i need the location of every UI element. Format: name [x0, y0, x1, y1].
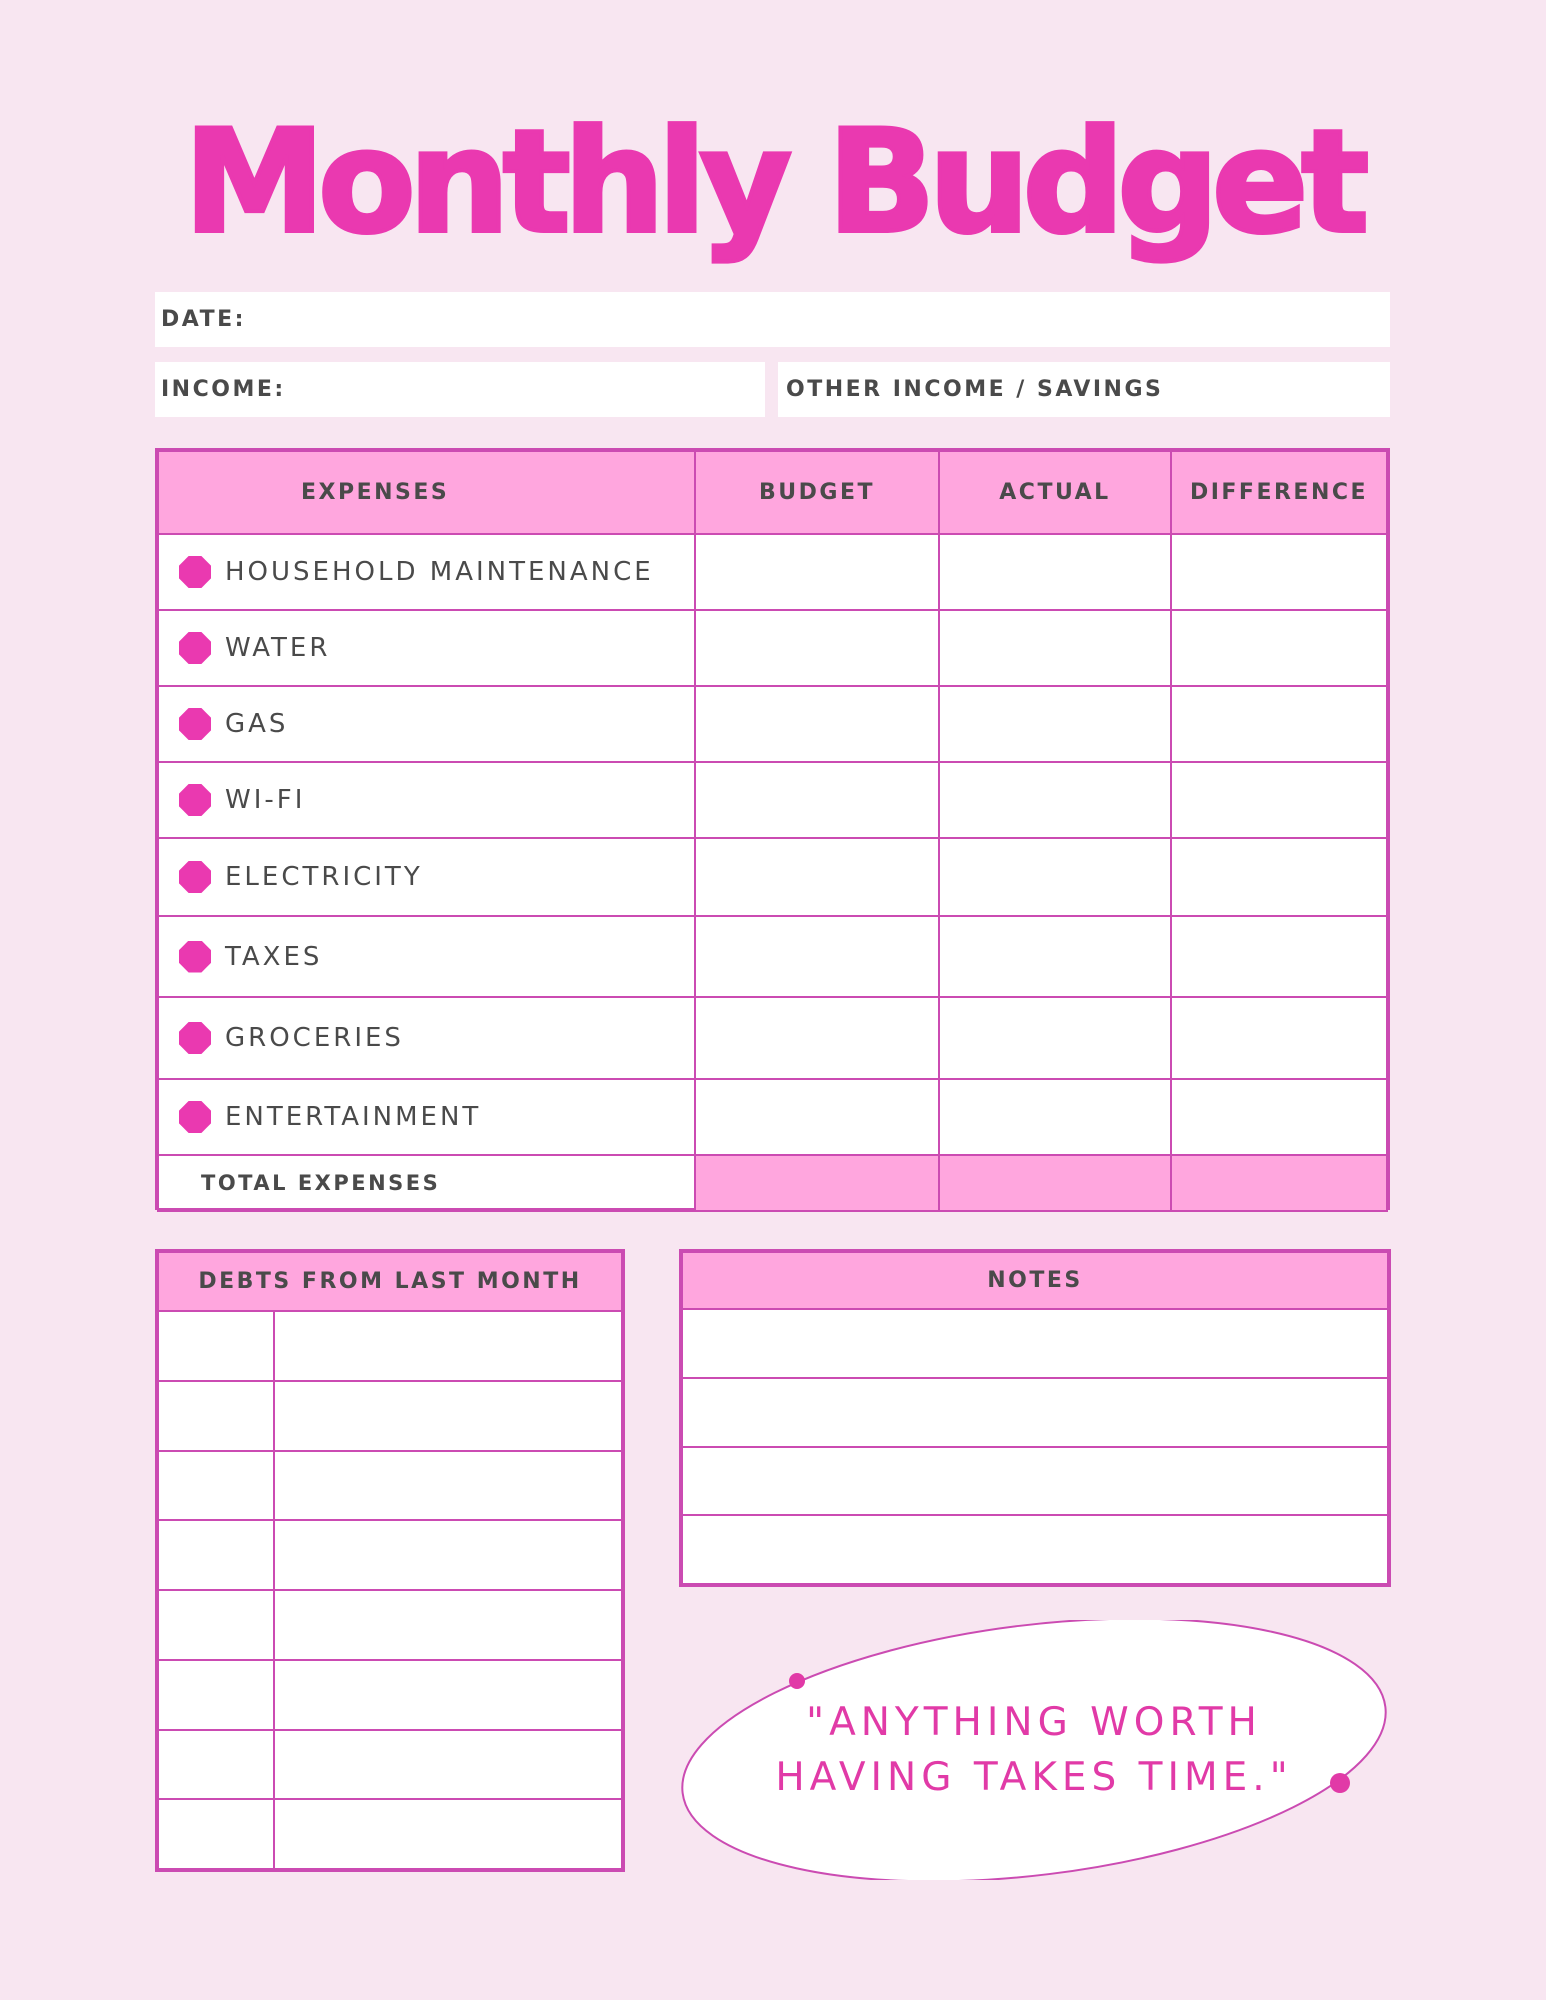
difference-header: DIFFERENCE: [1171, 451, 1387, 534]
debt-amount-cell[interactable]: [158, 1730, 274, 1800]
expense-row: [158, 1079, 1387, 1155]
quote-line-2: HAVING TAKES TIME.": [775, 1755, 1293, 1800]
budget-cell[interactable]: [695, 610, 939, 686]
debt-amount-cell[interactable]: [158, 1660, 274, 1730]
quote-line-1: "ANYTHING WORTH: [806, 1700, 1262, 1745]
debt-description-cell[interactable]: [274, 1451, 622, 1521]
actual-cell[interactable]: [939, 610, 1171, 686]
notes-header: NOTES: [682, 1252, 1388, 1309]
notes-table: [679, 1249, 1391, 1587]
expense-label: ELECTRICITY: [225, 862, 423, 892]
expense-label: TAXES: [225, 941, 323, 972]
debt-description-cell[interactable]: [274, 1520, 622, 1590]
difference-cell[interactable]: [1171, 1079, 1387, 1155]
expense-row: [158, 762, 1387, 838]
octagon-bullet-icon: [179, 632, 211, 664]
octagon-bullet-icon: [179, 1101, 211, 1133]
total-row: [158, 1155, 1387, 1211]
notes-row[interactable]: [682, 1378, 1388, 1447]
total-actual-cell[interactable]: [939, 1155, 1171, 1211]
actual-header: ACTUAL: [939, 451, 1171, 534]
total-expenses-label: TOTAL EXPENSES: [158, 1155, 695, 1211]
octagon-bullet-icon: [179, 556, 211, 588]
expense-label: WI-FI: [225, 785, 306, 815]
debt-amount-cell[interactable]: [158, 1451, 274, 1521]
debt-amount-cell[interactable]: [158, 1381, 274, 1451]
debt-description-cell[interactable]: [274, 1311, 622, 1381]
expense-label: ENTERTAINMENT: [225, 1102, 482, 1132]
actual-cell[interactable]: [939, 916, 1171, 997]
debts-table: [155, 1249, 625, 1872]
expense-row: [158, 610, 1387, 686]
expense-label: WATER: [225, 633, 331, 663]
debt-amount-cell[interactable]: [158, 1799, 274, 1869]
quote-bubble: [676, 1620, 1392, 1880]
expense-row: [158, 534, 1387, 610]
budget-cell[interactable]: [695, 838, 939, 916]
debt-row: [158, 1660, 622, 1730]
income-field[interactable]: [155, 362, 765, 417]
actual-cell[interactable]: [939, 686, 1171, 762]
debt-amount-cell[interactable]: [158, 1311, 274, 1381]
budget-cell[interactable]: [695, 1079, 939, 1155]
page-title: Monthly Budget: [183, 100, 1363, 265]
expense-row: [158, 916, 1387, 997]
notes-row[interactable]: [682, 1309, 1388, 1378]
budget-header: BUDGET: [695, 451, 939, 534]
notes-row[interactable]: [682, 1447, 1388, 1516]
debts-header: DEBTS FROM LAST MONTH: [158, 1252, 622, 1311]
debt-row: [158, 1590, 622, 1660]
debt-description-cell[interactable]: [274, 1660, 622, 1730]
difference-cell[interactable]: [1171, 686, 1387, 762]
actual-cell[interactable]: [939, 534, 1171, 610]
other-income-field[interactable]: [778, 362, 1390, 417]
expense-row: [158, 838, 1387, 916]
difference-cell[interactable]: [1171, 762, 1387, 838]
debt-row: [158, 1799, 622, 1869]
debt-description-cell[interactable]: [274, 1590, 622, 1660]
difference-cell[interactable]: [1171, 838, 1387, 916]
other-income-label: OTHER INCOME / SAVINGS: [786, 377, 1164, 402]
difference-cell[interactable]: [1171, 534, 1387, 610]
expense-label: GAS: [225, 709, 289, 739]
expenses-table: [155, 448, 1390, 1210]
budget-cell[interactable]: [695, 686, 939, 762]
expense-label: HOUSEHOLD MAINTENANCE: [225, 557, 654, 587]
debt-amount-cell[interactable]: [158, 1590, 274, 1660]
difference-cell[interactable]: [1171, 916, 1387, 997]
expense-label: GROCERIES: [225, 1023, 404, 1053]
difference-cell[interactable]: [1171, 610, 1387, 686]
actual-cell[interactable]: [939, 997, 1171, 1079]
debt-description-cell[interactable]: [274, 1730, 622, 1800]
expense-row: [158, 686, 1387, 762]
debt-amount-cell[interactable]: [158, 1520, 274, 1590]
debt-row: [158, 1311, 622, 1381]
total-difference-cell[interactable]: [1171, 1155, 1387, 1211]
budget-cell[interactable]: [695, 762, 939, 838]
date-field[interactable]: [155, 292, 1390, 347]
date-label: DATE:: [161, 307, 246, 332]
notes-row[interactable]: [682, 1515, 1388, 1584]
income-label: INCOME:: [161, 377, 286, 402]
debt-row: [158, 1730, 622, 1800]
debt-row: [158, 1520, 622, 1590]
debt-description-cell[interactable]: [274, 1381, 622, 1451]
octagon-bullet-icon: [179, 1022, 211, 1054]
debt-description-cell[interactable]: [274, 1799, 622, 1869]
octagon-bullet-icon: [179, 941, 211, 973]
octagon-bullet-icon: [179, 784, 211, 816]
budget-cell[interactable]: [695, 997, 939, 1079]
quote-text: [676, 1620, 1392, 1880]
actual-cell[interactable]: [939, 1079, 1171, 1155]
expense-row: [158, 997, 1387, 1079]
debt-row: [158, 1451, 622, 1521]
budget-cell[interactable]: [695, 916, 939, 997]
expenses-header: EXPENSES: [158, 451, 695, 534]
actual-cell[interactable]: [939, 762, 1171, 838]
actual-cell[interactable]: [939, 838, 1171, 916]
debt-row: [158, 1381, 622, 1451]
difference-cell[interactable]: [1171, 997, 1387, 1079]
octagon-bullet-icon: [179, 708, 211, 740]
octagon-bullet-icon: [179, 861, 211, 893]
total-budget-cell[interactable]: [695, 1155, 939, 1211]
budget-cell[interactable]: [695, 534, 939, 610]
